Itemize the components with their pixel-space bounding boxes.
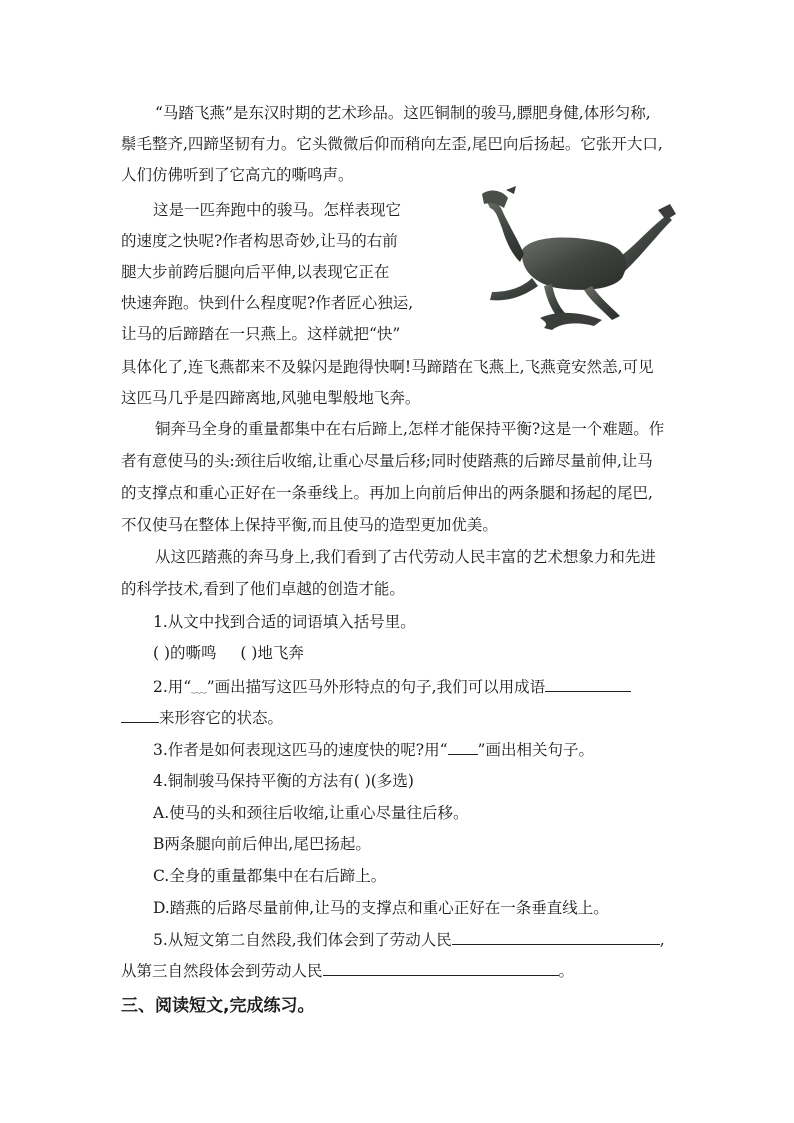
passage-p2-line3: 腿大步前跨后腿向后平伸,以表现它正在 (121, 263, 390, 281)
question-5-text-a: 5.从短文第二自然段,我们体会到了劳动人民 (153, 931, 452, 949)
question-5-blank-2[interactable] (323, 961, 559, 976)
passage-p2-line6: 具体化了,连飞燕都来不及躲闪是跑得快啊!马蹄踏在飞燕上,飞燕竟安然恙,可见 (121, 358, 654, 376)
passage-p1-line1: “马踏飞燕”是东汉时期的艺术珍品。这匹铜制的骏马,膘肥身健,体形匀称, (155, 104, 651, 122)
question-1-answers (153, 643, 304, 663)
passage-p4-line2: 的科学技术,看到了他们卓越的创造才能。 (121, 580, 405, 598)
question-2-blank[interactable] (545, 677, 631, 692)
question-5-blank-1[interactable] (452, 930, 660, 945)
question-2-text-c: 来形容它的状态。 (159, 709, 284, 727)
question-3-text-a: 3.作者是如何表现这匹马的速度快的呢?用“ (153, 741, 448, 759)
straight-underline-mark (448, 740, 478, 755)
question-1-blank-2[interactable]: ( )地飞奔 (240, 644, 304, 662)
passage-p3-line1: 铜奔马全身的重量都集中在右后蹄上,怎样才能保持平衡?这是一个难题。作 (155, 420, 665, 438)
question-1: 1.从文中找到合适的词语填入括号里。 (153, 613, 416, 631)
question-5-period: 。 (558, 962, 575, 980)
question-5-cont (121, 961, 574, 981)
passage-p2-line2: 的速度之快呢?作者构思奇妙,让马的右前 (121, 232, 398, 250)
question-5-text-b: 从第三自然段体会到劳动人民 (121, 962, 323, 980)
section-heading: 三、阅读短文,完成练习。 (121, 996, 315, 1016)
passage-p2-line7: 这匹马几乎是四蹄离地,风驰电掣般地飞奔。 (121, 389, 421, 407)
question-4-option-c[interactable]: C.全身的重量都集中在右后蹄上。 (153, 867, 387, 885)
passage-p4-line1: 从这匹踏燕的奔马身上,我们看到了古代劳动人民丰富的艺术想象力和先进 (155, 548, 656, 566)
question-4-option-d[interactable]: D.踏燕的后路尽量前伸,让马的支撑点和重心正好在一条垂直线上。 (153, 899, 609, 917)
question-4-option-a[interactable]: A.使马的头和颈往后收缩,让重心尽量往后移。 (153, 804, 469, 822)
question-5-comma: , (659, 931, 665, 949)
question-2-cont (121, 708, 283, 728)
passage-p3-line3: 的支撑点和重心正好在一条垂线上。再加上向前后伸出的两条腿和扬起的尾巴, (121, 484, 653, 502)
passage-p2-line5: 让马的后蹄踏在一只燕上。这样就把“快” (121, 325, 401, 343)
passage-p1-line3: 人们仿佛听到了它高亢的嘶鸣声。 (121, 166, 354, 184)
question-5 (153, 930, 665, 950)
question-3-text-b: ”画出相关句子。 (477, 741, 594, 759)
bronze-galloping-horse-statue-icon (462, 180, 684, 340)
passage-p2-line4: 快速奔跑。快到什么程度呢?作者匠心独运, (121, 294, 414, 312)
passage-p3-line4: 不仅使马在整体上保持平衡,而且使马的造型更加优美。 (121, 516, 498, 534)
question-2 (153, 677, 631, 697)
question-2-blank-cont[interactable] (121, 708, 159, 723)
wavy-underline-mark: ﹏ (191, 678, 207, 696)
question-1-blank-1[interactable]: ( )的嘶鸣 (153, 644, 217, 662)
passage-p3-line2: 者有意使马的头:颈往后收缩,让重心尽量后移;同时使踏燕的后蹄尽量前伸,让马 (121, 452, 653, 470)
question-4: 4.铜制骏马保持平衡的方法有( )(多选) (153, 772, 414, 790)
question-2-text-a: 2.用“ (153, 678, 192, 696)
question-3 (153, 740, 594, 760)
passage-p2-line1: 这是一匹奔跑中的骏马。怎样表现它 (153, 201, 402, 219)
question-2-text-b: ”画出描写这匹马外形特点的句子,我们可以用成语 (206, 678, 546, 696)
passage-p1-line2: 鬃毛整齐,四蹄坚韧有力。它头微微后仰而稍向左歪,尾巴向后扬起。它张开大口, (121, 135, 663, 153)
question-4-option-b[interactable]: B两条腿向前后伸出,尾巴扬起。 (153, 835, 371, 853)
